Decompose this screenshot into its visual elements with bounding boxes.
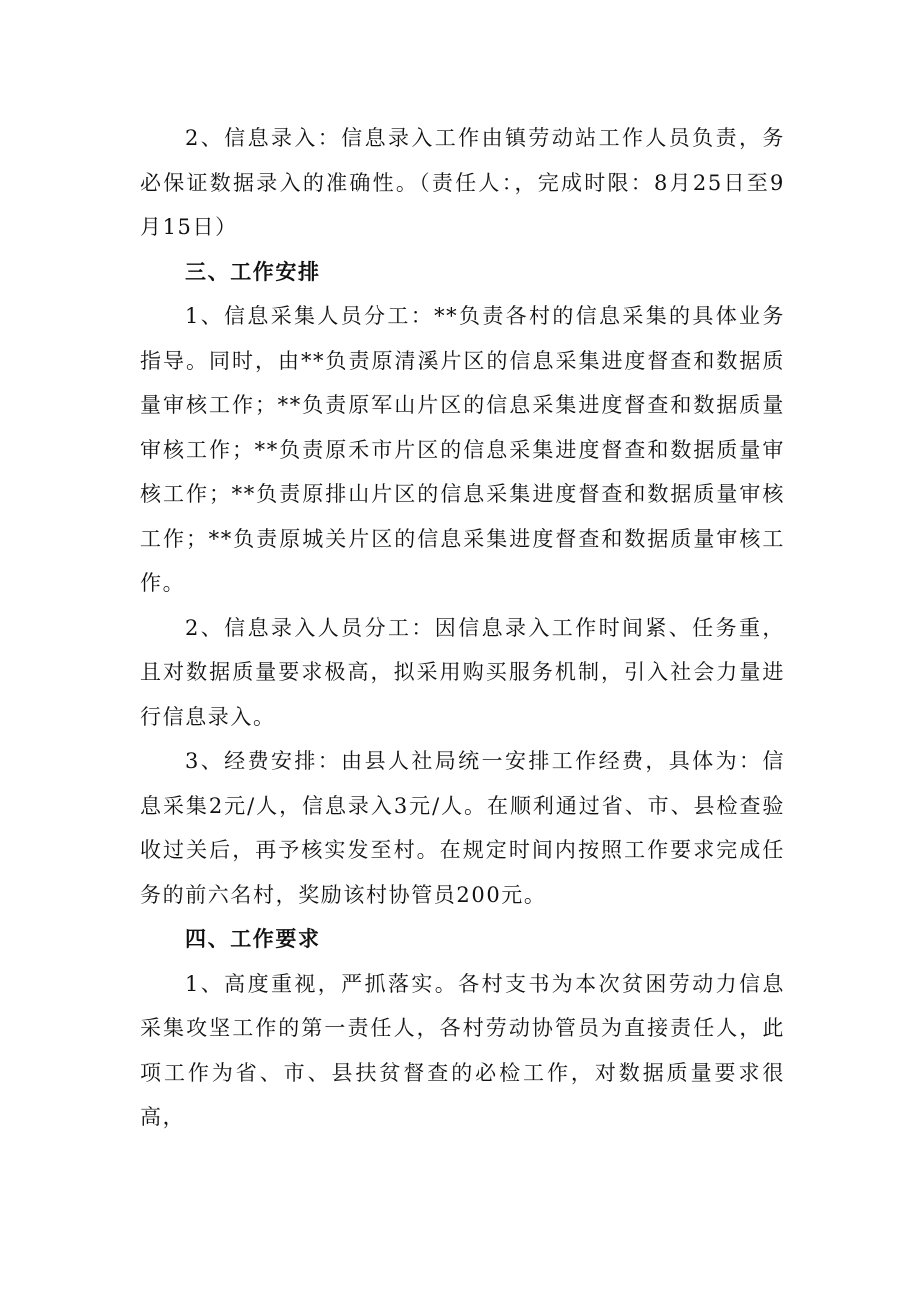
section-heading-work-requirements: 四、工作要求	[185, 926, 321, 951]
paragraph-funding: 3、经费安排：由县人社局统一安排工作经费，具体为：信息采集2元/人，信息录入3元/人。在顺利通过省、市、县检查验收过关后，再予核实发至村。在规定时间内按照工作要求完成任务的前六名村，奖励该村协管员200元。	[140, 749, 785, 907]
section-heading-work-arrangement: 三、工作安排	[185, 258, 321, 284]
paragraph-entry-staff: 2、信息录入人员分工：因信息录入工作时间紧、任务重，且对数据质量要求极高，拟采用购买服务机制，引入社会力量进行信息录入。	[140, 615, 785, 729]
paragraph-high-priority: 1、高度重视，严抓落实。各村支书为本次贫困劳动力信息采集攻坚工作的第一责任人，各村劳动协管员为直接责任人，此项工作为省、市、县扶贫督查的必检工作，对数据质量要求很高，	[140, 971, 785, 1129]
paragraph-collection-staff: 1、信息采集人员分工：**负责各村的信息采集的具体业务指导。同时，由**负责原清溪片区的信息采集进度督查和数据质量审核工作；**负责原军山片区的信息采集进度督查和数据质量审核工作；**负责原禾市片区的信息采集进度督查和数据质量审核工作；**负责原排山片区的信息采集进度督查和数据质量审核工作；**负责原城关片区的信息采集进度督查和数据质量审核工作。	[140, 304, 785, 595]
paragraph-info-entry: 2、信息录入：信息录入工作由镇劳动站工作人员负责，务必保证数据录入的准确性。（责任人：，完成时限：8月25日至9月15日）	[140, 126, 785, 239]
document-page	[140, 116, 785, 1140]
